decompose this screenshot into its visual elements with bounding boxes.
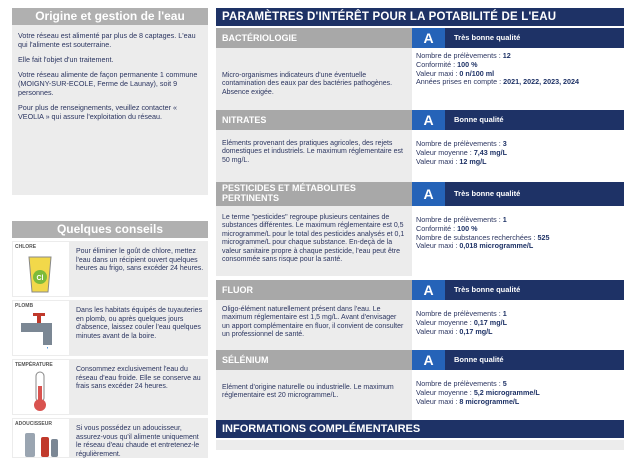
param-nitrates (216, 110, 624, 182)
param-selenium (216, 350, 624, 420)
tip-adoucisseur (12, 418, 208, 458)
quality-grade: A (412, 28, 445, 48)
tips-title: Quelques conseils (12, 221, 208, 238)
quality-label: Très bonne qualité (445, 182, 624, 206)
origin-text: Elle fait l'objet d'un traitement. (18, 55, 114, 64)
tip-temperature (12, 359, 208, 415)
info-title: INFORMATIONS COMPLÉMENTAIRES (216, 420, 624, 438)
quality-label: Bonne qualité (445, 350, 624, 370)
param-stats (412, 206, 624, 276)
tips-panel (12, 221, 208, 458)
quality-label: Très bonne qualité (445, 280, 624, 300)
stat-line: Valeur maxi : 12 mg/L (416, 156, 487, 166)
tip-text: Consommez exclusivement l'eau du réseau d'eau froide. Elle se conserve au frais sans excéder 24 heures. (76, 366, 201, 391)
info-body (216, 440, 624, 450)
param-fluor (216, 280, 624, 352)
origin-text: Pour plus de renseignements, veuillez contacter « VEOLIA » qui assure l'exploitation du réseau. (18, 103, 178, 121)
origin-title: Origine et gestion de l'eau (12, 8, 208, 25)
stat-line: Nombre de prélèvements : 12 (416, 51, 511, 60)
param-name: NITRATES (216, 110, 412, 130)
origin-text: Votre réseau alimente de façon permanente 1 commune (MOIGNY-SUR-ECOLE, Ferme de Launay), soit 9 personnes. (18, 70, 198, 97)
origin-text: Votre réseau est alimenté par plus de 8 captages. L'eau qui l'alimente est souterraine. (18, 31, 196, 49)
tip-label: PLOMB (15, 303, 34, 309)
stat-line: Nombre de prélèvements : 3 (416, 139, 507, 148)
param-description: Oligo-élément naturellement présent dans l'eau. Le maximum réglementaire est 1,5 mg/L. Avant d'envisager un apport complémentaire en fluor, il convient de consulter un professionnel de santé. (222, 306, 404, 339)
pipe-icon (13, 301, 69, 355)
param-pesticides (216, 182, 624, 276)
param-name: SÉLÉNIUM (216, 350, 412, 370)
quality-grade: A (412, 110, 445, 130)
tip-text: Si vous possédez un adoucisseur, assurez-vous qu'il alimente uniquement le réseau d'eau chaude et entretenez-le régulièrement. (76, 425, 200, 458)
param-description: Le terme "pesticides" regroupe plusieurs centaines de substances différentes. Le maximum réglementaire est 0,5 microgramme/L pour le total des pesticides analysés et 0,1 microgramme/L pour chaque substance. En-deçà de la valeur sanitaire propre à chaque pesticide, l'eau peut être consommée sans risque pour la santé. (222, 214, 405, 263)
stat-line: Nombre de prélèvements : 1 (416, 309, 507, 318)
stat-line: Valeur moyenne : 7,43 mg/L (416, 147, 507, 157)
tip-text: Dans les habitats équipés de tuyauteries en plomb, ou après quelques jours d'absence, laissez couler l'eau quelques minutes avant de la boire. (76, 307, 203, 340)
tip-chlore (12, 241, 208, 297)
stat-line: Valeur maxi : 0,17 mg/L (416, 326, 493, 336)
param-description: Eléments provenant des pratiques agricoles, des rejets domestiques et industriels. Le maximum réglementaire est 50 mg/L. (222, 140, 403, 164)
tip-label: TEMPÉRATURE (15, 362, 53, 368)
stat-line: Valeur moyenne : 5,2 microgramme/L (416, 387, 540, 397)
tip-plomb (12, 300, 208, 356)
tip-label: CHLORE (15, 244, 37, 250)
stat-line: Conformité : 100 % (416, 223, 478, 233)
stat-line: Nombre de prélèvements : 1 (416, 215, 507, 224)
parameters-panel (216, 8, 624, 435)
thermometer-icon (13, 360, 69, 414)
tip-label: ADOUCISSEUR (15, 421, 52, 427)
param-name: BACTÉRIOLOGIE (216, 28, 412, 48)
param-stats (412, 130, 624, 182)
stat-line: Années prises en compte : 2021, 2022, 2023, 2024 (416, 77, 580, 87)
param-description: Elément d'origine naturelle ou industrielle. Le maximum réglementaire est 20 microgramme/L. (222, 384, 394, 400)
quality-grade: A (412, 280, 445, 300)
stat-line: Valeur maxi : 8 microgramme/L (416, 396, 520, 406)
quality-grade: A (412, 350, 445, 370)
stat-line: Valeur maxi : 0,018 microgramme/L (416, 241, 534, 251)
stat-line: Nombre de substances recherchées : 525 (416, 232, 550, 242)
quality-label: Très bonne qualité (445, 28, 624, 48)
parameters-title: PARAMÈTRES D'INTÉRÊT POUR LA POTABILITÉ DE L'EAU (216, 8, 624, 26)
param-name: PESTICIDES ET MÉTABOLITES PERTINENTS (216, 182, 412, 206)
stat-line: Conformité : 100 % (416, 59, 478, 69)
tip-text: Pour éliminer le goût de chlore, mettez l'eau dans un récipient ouvert quelques heures au frigo, sans excéder 24 heures. (76, 248, 204, 273)
stat-line: Valeur moyenne : 0,17 mg/L (416, 317, 507, 327)
water-softener-icon (13, 419, 69, 457)
stat-line: Nombre de prélèvements : 5 (416, 379, 507, 388)
origin-panel (12, 8, 208, 195)
glass-icon (13, 242, 69, 296)
quality-grade: A (412, 182, 445, 206)
quality-label: Bonne qualité (445, 110, 624, 130)
param-name: FLUOR (216, 280, 412, 300)
stat-line: Valeur maxi : 0 n/100 ml (416, 68, 495, 78)
param-stats (412, 370, 624, 420)
param-description: Micro-organismes indicateurs d'une éventuelle contamination des eaux par des bactéries pathogènes. Absence exigée. (222, 72, 393, 96)
svg-text:Cl: Cl (36, 275, 44, 282)
origin-body (12, 25, 208, 195)
param-stats (412, 300, 624, 352)
